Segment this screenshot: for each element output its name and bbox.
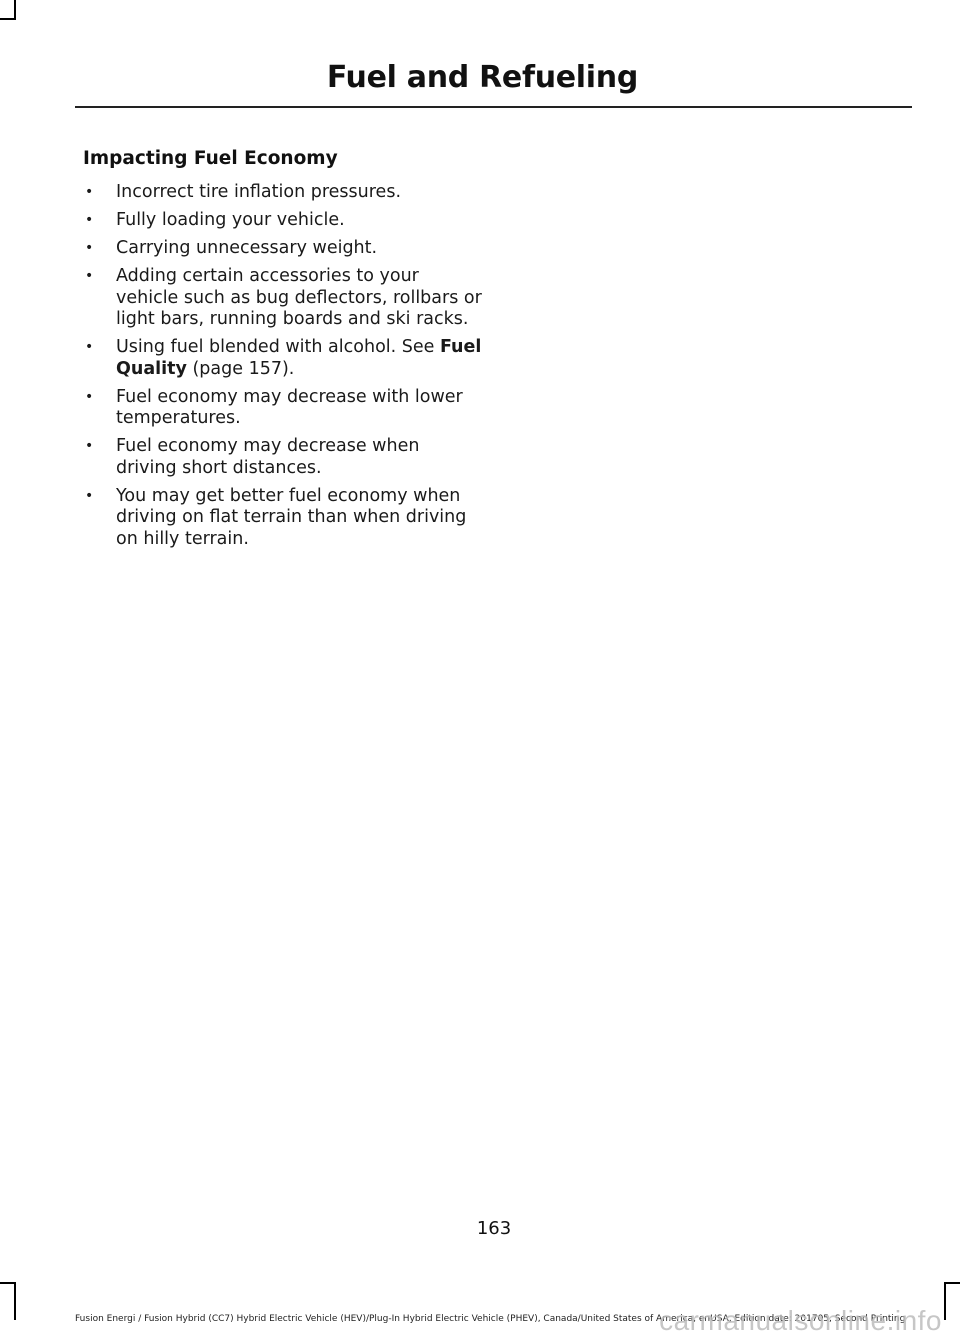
bullet-icon: • (85, 240, 94, 256)
list-item-text: Incorrect tire inflation pressures. (116, 182, 402, 202)
list-item (83, 337, 483, 380)
page-number: 163 (476, 1218, 512, 1239)
crop-mark-bottom-right-h (944, 1282, 960, 1284)
crop-mark-top-left-v (14, 0, 16, 20)
crop-mark-bottom-left-v (14, 1282, 16, 1320)
bullet-icon: • (85, 268, 94, 284)
fuel-economy-list (83, 182, 483, 557)
list-item-text: Fuel economy may decrease with lower temperatures. (116, 386, 463, 428)
bullet-icon: • (85, 339, 94, 355)
list-item (83, 210, 483, 232)
watermark: carmanualsonline.info (659, 1305, 942, 1336)
bullet-icon: • (85, 388, 94, 405)
list-item (83, 486, 483, 551)
bullet-icon: • (85, 184, 94, 200)
bullet-icon: • (85, 438, 94, 454)
list-item (83, 182, 483, 204)
list-item-text: You may get better fuel economy when driving on flat terrain than when driving on hilly terrain. (116, 485, 467, 549)
list-item-text: Using fuel blended with alcohol. See (116, 337, 440, 357)
list-item-text: Carrying unnecessary weight. (116, 238, 378, 258)
bullet-icon: • (85, 212, 94, 228)
crop-mark-bottom-left-h (0, 1282, 16, 1284)
bullet-icon: • (85, 487, 94, 504)
header-divider (75, 106, 912, 108)
list-item (83, 436, 483, 479)
section-heading: Impacting Fuel Economy (83, 148, 338, 169)
list-item (83, 266, 483, 331)
footer-edition-text: Fusion Energi / Fusion Hybrid (CC7) Hybrid Electric Vehicle (HEV)/Plug-In Hybrid Electric Vehicle (PHEV), Canada/United States of America, enUSA, Edition date: 201705, Second Printing (75, 1314, 906, 1324)
list-item (83, 387, 483, 430)
crop-mark-top-left-h (0, 18, 16, 20)
list-item-text: Fuel economy may decrease when driving short distances. (116, 436, 420, 478)
list-item-text-suffix: (page 157). (186, 358, 295, 379)
list-item-text: Fully loading your vehicle. (116, 210, 345, 230)
list-item (83, 238, 483, 260)
page-title: Fuel and Refueling (326, 60, 638, 95)
list-item-text: Adding certain accessories to your vehicle such as bug deflectors, rollbars or light bars, running boards and ski racks. (116, 266, 482, 329)
fuel-quality-link[interactable]: Fuel Quality (116, 337, 482, 379)
